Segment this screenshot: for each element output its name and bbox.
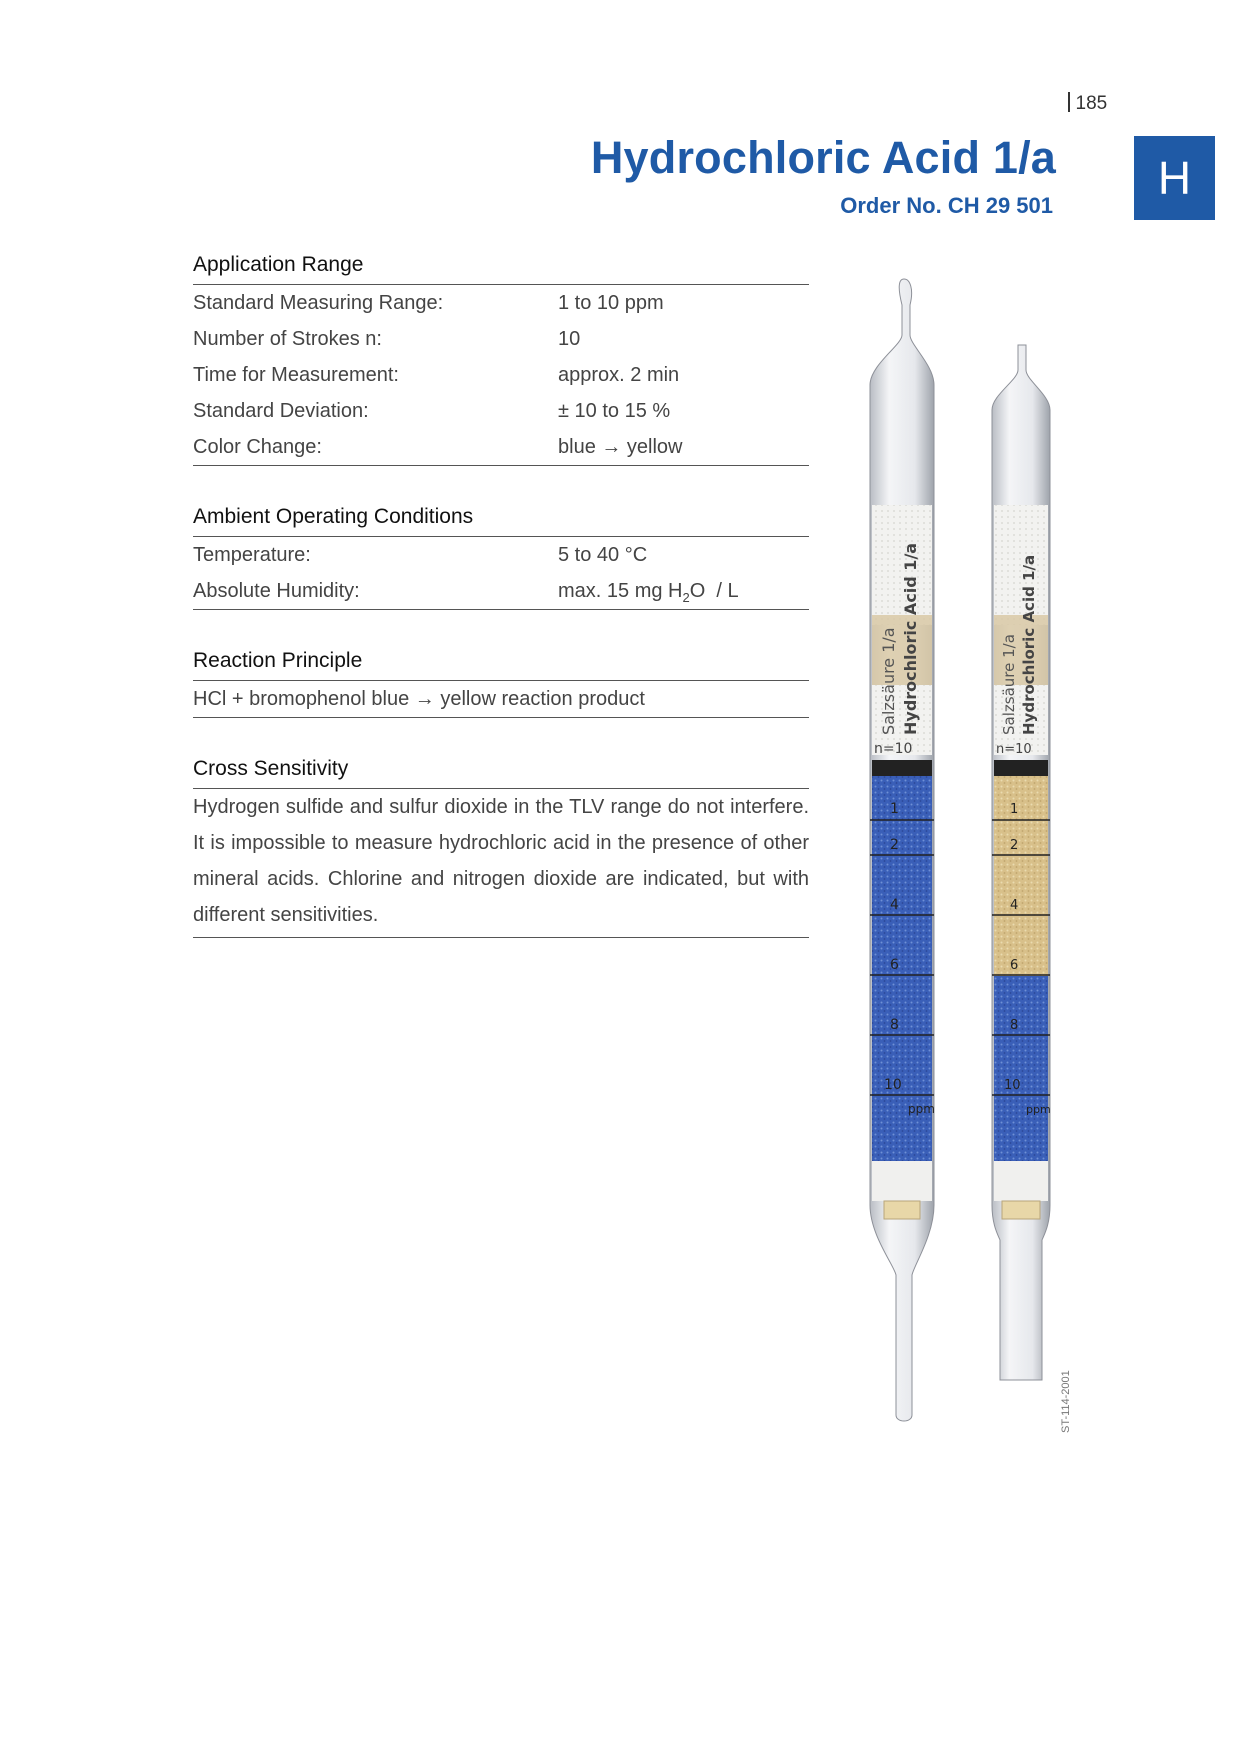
scale-mark: 10 [884, 1077, 902, 1093]
spec-value: ± 10 to 15 % [558, 400, 671, 422]
unused-tube [870, 279, 935, 1421]
index-tab: H [1134, 136, 1215, 220]
spec-value: approx. 2 min [558, 364, 680, 386]
spec-value: 5 to 40 °C [558, 544, 648, 566]
scale-mark: 4 [1010, 898, 1019, 913]
section-heading: Cross Sensitivity [193, 754, 809, 789]
spec-row [193, 537, 809, 573]
spec-label: Time for Measurement: [193, 364, 399, 386]
tube-label: Hydrochloric Acid 1/a [1020, 554, 1038, 735]
spec-row [193, 321, 809, 357]
page-title: Hydrochloric Acid 1/a [590, 132, 1056, 183]
photo-credit: ST-114-2001 [1060, 1370, 1072, 1433]
tube-label: Salzsäure 1/a [879, 627, 898, 735]
scale-mark: 2 [1010, 838, 1019, 853]
reaction-text: HCl + bromophenol blue → yellow reaction product [193, 681, 809, 718]
spec-value: 1 to 10 ppm [558, 292, 664, 314]
reaction-principle-section [193, 646, 809, 718]
spec-label: Standard Measuring Range: [193, 292, 444, 314]
scale-mark: 10 [1004, 1078, 1021, 1093]
scale-unit: ppm [1026, 1103, 1051, 1116]
application-range-section [193, 250, 809, 466]
scale-mark: 6 [890, 957, 899, 973]
cross-sensitivity-text: Hydrogen sulfide and sulfur dioxide in the TLV range do not interfere. It is impossible to measure hydrochloric acid in the presence of other mineral acids. Chlorine and nitrogen dioxide are indicated, but with different sensitivities. [193, 796, 809, 926]
spec-label: Temperature: [193, 544, 311, 566]
scale-mark: 2 [890, 837, 899, 853]
tube-label: n=10 [996, 742, 1032, 757]
detector-tubes-photo [850, 275, 1090, 1445]
scale-mark: 1 [890, 801, 899, 817]
spec-row [193, 573, 809, 610]
spec-row [193, 357, 809, 393]
spec-row [193, 285, 809, 321]
ambient-conditions-section [193, 502, 809, 610]
spec-value: max. 15 mg $H_2O$ / L [558, 580, 739, 605]
section-heading: Reaction Principle [193, 646, 809, 681]
scale-unit: ppm [908, 1102, 935, 1116]
tube-label: Salzsäure 1/a [1000, 634, 1018, 735]
spec-row [193, 429, 809, 466]
page-number: 185 [1068, 92, 1107, 115]
scale-mark: 6 [1010, 958, 1019, 973]
spec-label: Color Change: [193, 436, 322, 458]
spec-row [193, 393, 809, 429]
spec-label: Absolute Humidity: [193, 580, 360, 602]
tube-label: Hydrochloric Acid 1/a [901, 542, 920, 735]
spec-value: 10 [558, 328, 581, 350]
order-number: Order No. CH 29 501 [840, 193, 1053, 218]
tube-label: n=10 [874, 741, 913, 757]
used-tube [992, 345, 1051, 1380]
spec-value: blue → yellow [558, 436, 683, 458]
section-heading: Application Range [193, 250, 809, 285]
scale-mark: 1 [1010, 802, 1019, 817]
cross-sensitivity-section [193, 754, 809, 938]
scale-mark: 8 [890, 1017, 899, 1033]
scale-mark: 8 [1010, 1018, 1019, 1033]
spec-label: Number of Strokes n: [193, 328, 382, 350]
scale-mark: 4 [890, 897, 899, 913]
spec-label: Standard Deviation: [193, 400, 369, 422]
section-heading: Ambient Operating Conditions [193, 502, 809, 537]
